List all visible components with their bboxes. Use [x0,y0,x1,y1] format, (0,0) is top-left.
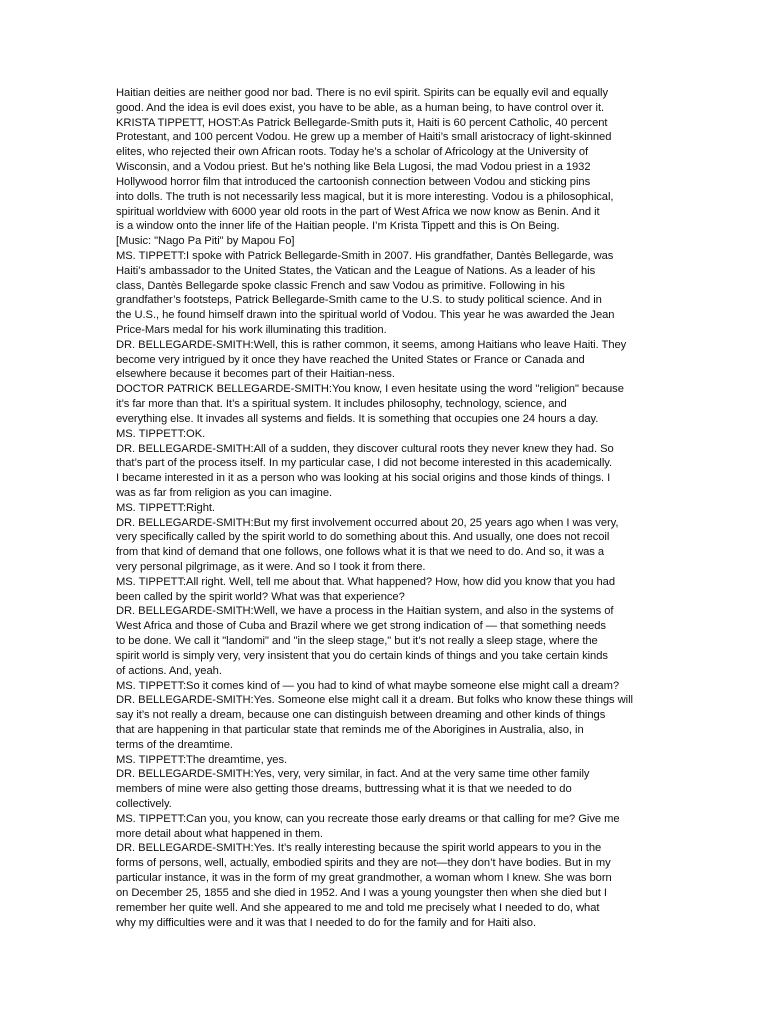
transcript-line: Protestant, and 100 percent Vodou. He grew up a member of Haiti’s small aristocracy of light-skinned [116,131,612,144]
transcript-line: Haiti’s ambassador to the United States, the Vatican and the League of Nations. As a leader of his [116,264,596,277]
transcript-line: terms of the dreamtime. [116,738,233,751]
transcript-line: more detail about what happened in them. [116,827,323,840]
transcript-line: elites, who rejected their own African roots. Today he’s a scholar of Africology at the University of [116,146,589,159]
transcript-line: everything else. It invades all systems and fields. It is something that occupies one 24 hours a day. [116,412,599,425]
transcript-line: on December 25, 1855 and she died in 1952. And I was a young youngster then when she died but I [116,886,607,899]
transcript-line: Hollywood horror film that introduced the cartoonish connection between Vodou and sticking pins [116,175,591,188]
transcript-line: elsewhere because it becomes part of their Haitian-ness. [116,368,395,381]
transcript-line: good. And the idea is evil does exist, you have to be able, as a human being, to have control over it. [116,101,605,114]
transcript-line: DR. BELLEGARDE-SMITH:But my first involvement occurred about 20, 25 years ago when I was very, [116,516,619,529]
transcript-line: MS. TIPPETT:I spoke with Patrick Bellegarde-Smith in 2007. His grandfather, Dantès Bellegarde, was [116,249,614,262]
transcript-line: collectively. [116,798,172,810]
transcript-line: particular instance, it was in the form of my great grandmother, a woman whom I knew. She was born [116,872,612,885]
transcript-line: the U.S., he found himself drawn into the spiritual world of Vodou. This year he was awarded the Jean [116,309,615,322]
transcript-line: was as far from religion as you can imagine. [116,486,333,499]
transcript-line: [Music: "Nago Pa Piti" by Mapou Fo] [116,235,295,248]
transcript-line: West Africa and those of Cuba and Brazil where we get strong indication of — that something needs [116,620,606,633]
transcript-line: KRISTA TIPPETT, HOST:As Patrick Bellegarde-Smith puts it, Haiti is 60 percent Catholic, 40 percent [116,116,608,129]
transcript-line: MS. TIPPETT:So it comes kind of — you had to kind of what maybe someone else might call a dream? [116,679,620,692]
transcript-line: members of mine were also getting those dreams, buttressing what it is that we needed to do [116,783,572,796]
transcript-line: MS. TIPPETT:All right. Well, tell me about that. What happened? How, how did you know that you had [116,575,616,588]
transcript-line: MS. TIPPETT:OK. [116,427,206,440]
transcript-line: spirit world is simply very, very insistent that you do certain kinds of things and you take certain kinds [116,649,608,662]
transcript-line: Haitian deities are neither good nor bad. There is no evil spirit. Spirits can be equally evil and equally [116,87,609,99]
transcript-line: very personal pilgrimage, as it were. And so I took it from there. [116,561,426,573]
transcript-line: that are happening in that particular state that reminds me of the Aborigines in Australia, also, in [116,723,584,736]
transcript-line: it’s far more than that. It’s a spiritual system. It includes philosophy, technology, science, and [116,398,567,411]
transcript-line: of actions. And, yeah. [116,664,222,677]
transcript-line: that’s part of the process itself. In my particular case, I did not become interested in this academically. [116,457,613,470]
transcript-line: MS. TIPPETT:The dreamtime, yes. [116,753,288,766]
transcript-line: very specifically called by the spirit world to do something about this. And usually, one does not recoil [116,531,610,544]
transcript-line: DR. BELLEGARDE-SMITH:All of a sudden, they discover cultural roots they never knew they had. So [116,442,614,455]
transcript-line: why my difficulties were and it was that I needed to do for the family and for Haiti also. [116,916,537,929]
transcript-text [116,86,654,930]
transcript-line: DR. BELLEGARDE-SMITH:Well, this is rather common, it seems, among Haitians who leave Haiti. They [116,338,627,351]
transcript-line: DR. BELLEGARDE-SMITH:Well, we have a process in the Haitian system, and also in the systems of [116,605,614,618]
transcript-line: become very intrigued by it once they have reached the United States or France or Canada and [116,353,585,366]
transcript-line: DOCTOR PATRICK BELLEGARDE-SMITH:You know, I even hesitate using the word "religion" because [116,383,624,396]
transcript-line: to be done. We call it "landomi" and "in the sleep stage," but it’s not really a sleep stage, where the [116,635,598,648]
transcript-line: spiritual worldview with 6000 year old roots in the part of West Africa we now know as Benin. And it [116,205,600,218]
transcript-line: is a window onto the inner life of the Haitian people. I’m Krista Tippett and this is On Being. [116,220,560,233]
transcript-line: grandfather’s footsteps, Patrick Bellegarde-Smith came to the U.S. to study political science. And in [116,294,602,307]
transcript-line: I became interested in it as a person who was looking at his social origins and those kinds of things. I [116,472,611,485]
transcript-line: from that kind of demand that one follows, one follows what it is that we need to do. And so, it was a [116,546,605,559]
transcript-line: DR. BELLEGARDE-SMITH:Yes. Someone else might call it a dream. But folks who know these things will [116,694,633,707]
transcript-line: forms of persons, well, actually, embodied spirits and they are not—they don’t have bodies. But in my [116,857,611,870]
transcript-line: into dolls. The truth is not necessarily less magical, but it is more interesting. Vodou is a philosophical, [116,190,614,203]
transcript-line: Price-Mars medal for his work illuminating this tradition. [116,324,387,336]
transcript-line: MS. TIPPETT:Right. [116,501,215,514]
transcript-line: MS. TIPPETT:Can you, you know, can you recreate those early dreams or that calling for me? Give me [116,812,620,825]
transcript-line: DR. BELLEGARDE-SMITH:Yes. It’s really interesting because the spirit world appears to you in the [116,842,602,855]
transcript-line: been called by the spirit world? What was that experience? [116,590,405,603]
transcript-line: remember her quite well. And she appeared to me and told me precisely what I needed to do, what [116,901,600,914]
transcript-line: Wisconsin, and a Vodou priest. But he’s nothing like Bela Lugosi, the mad Vodou priest in a 1932 [116,161,591,174]
transcript-line: say it’s not really a dream, because one can distinguish between dreaming and other kinds of things [116,709,606,722]
transcript-line: DR. BELLEGARDE-SMITH:Yes, very, very similar, in fact. And at the very same time other family [116,768,590,781]
transcript-line: class, Dantès Bellegarde spoke classic French and saw Vodou as primitive. Following in his [116,279,565,292]
